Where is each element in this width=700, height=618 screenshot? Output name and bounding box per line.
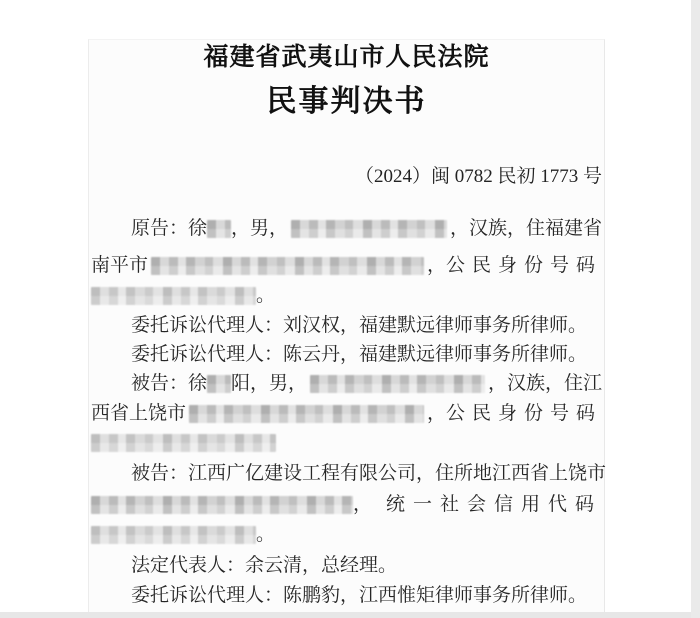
text-segment: ， [353,494,373,515]
document-type-title: 民事判决书 [266,85,427,118]
text-segment: 委托诉讼代理人：陈鹏豹，江西惟矩律师事务所律师。 [131,585,588,606]
text-segment: 西省上饶市 [91,403,187,424]
text-segment: 。 [256,524,276,545]
text-segment: ， [426,403,446,424]
court-title: 福建省武夷山市人民法院 [203,44,490,71]
redacted-text [91,496,353,514]
redacted-text [91,287,256,305]
document-line [91,283,602,309]
document-line [91,553,602,579]
document-line [91,430,602,456]
text-segment: 公民身份号码 [445,403,602,424]
case-number: （2024）闽 0782 民初 1773 号 [354,166,602,187]
text-segment: 被告：江西广亿建设工程有限公司，住所地江西省上饶市 [131,463,607,484]
text-segment: 阳，男， [231,373,308,394]
redacted-text [91,526,256,544]
horizontal-scrollbar[interactable] [0,612,691,618]
redacted-text [207,375,231,393]
document-line [91,216,602,242]
text-segment: 。 [256,285,276,306]
redacted-text [189,405,424,423]
document-line [91,371,602,397]
text-segment: 南平市 [91,255,149,276]
redacted-text [151,257,424,275]
text-segment: 原告：徐 [131,218,208,239]
text-segment: ，汉族，住江 [487,373,602,394]
document-line [91,313,602,339]
redacted-text [91,434,276,452]
text-segment: ，男， [231,218,289,239]
text-segment: ， [426,255,446,276]
document-line [91,401,602,427]
document-content [91,40,607,612]
document-line [91,461,607,487]
text-segment: 委托诉讼代理人：刘汉权，福建默远律师事务所律师。 [131,315,588,336]
text-segment: 法定代表人：余云清，总经理。 [131,555,398,576]
text-segment: 被告：徐 [131,373,208,394]
document-line [91,342,602,368]
document-page [88,39,605,612]
redacted-text [291,220,447,238]
text-segment: 公民身份号码 [445,255,602,276]
redacted-text [207,220,231,238]
document-line [91,492,602,518]
document-line [91,522,602,548]
redacted-text [310,375,485,393]
document-line [91,583,602,609]
vertical-scrollbar[interactable] [691,0,700,618]
text-segment: 委托诉讼代理人：陈云丹，福建默远律师事务所律师。 [131,344,588,365]
text-segment: ，汉族，住福建省 [449,218,602,239]
text-segment: 统一社会信用代码 [385,494,602,515]
document-line [91,253,602,279]
